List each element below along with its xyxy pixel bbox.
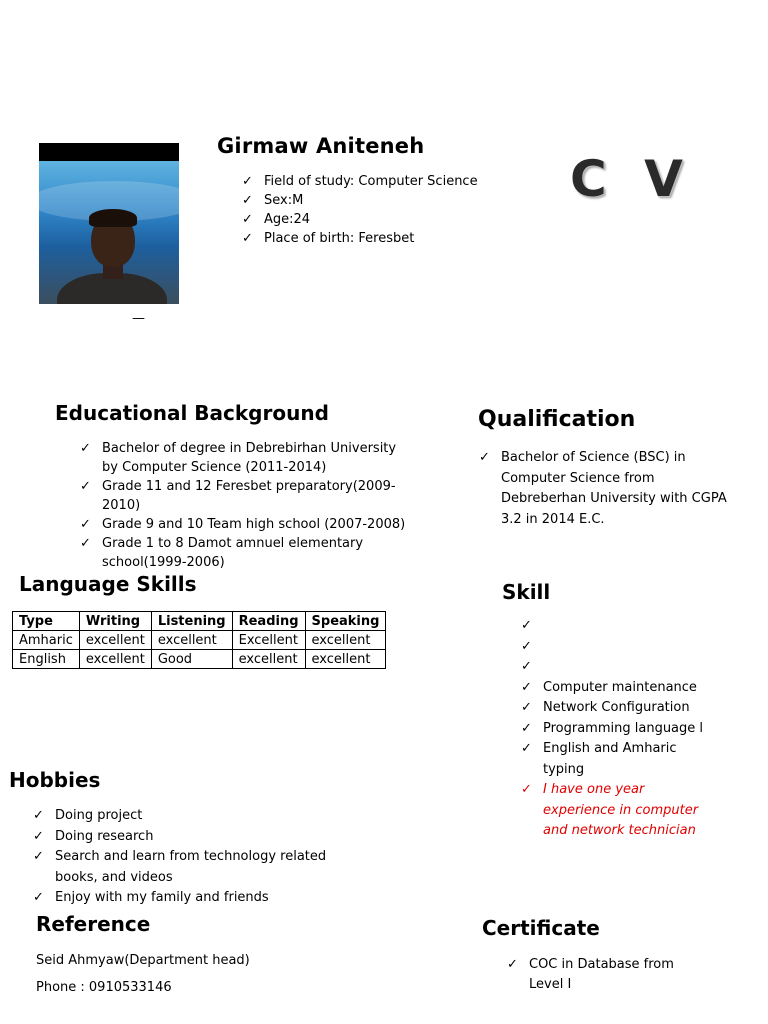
check-icon: ✓: [33, 849, 44, 864]
qualification-list: [479, 448, 729, 530]
hobbies-list: [33, 806, 363, 909]
check-icon: ✓: [521, 659, 532, 674]
skill-item: [521, 616, 711, 637]
detail-item: ✓ Field of study: Computer Science: [242, 174, 478, 189]
certificate-list: [507, 955, 682, 995]
table-cell: excellent: [79, 631, 151, 650]
skill-item: ✓ Network Configuration: [521, 698, 711, 719]
skill-item: ✓ Computer maintenance: [521, 678, 711, 699]
profile-photo: [39, 161, 179, 304]
check-icon: ✓: [521, 638, 532, 654]
photo-caption: —: [132, 311, 145, 326]
table-cell: excellent: [305, 650, 386, 669]
check-icon: ✓: [80, 479, 91, 494]
table-cell: Excellent: [232, 631, 305, 650]
education-item: ✓ Grade 11 and 12 Feresbet preparatory(2009-2010): [80, 479, 396, 513]
check-icon: ✓: [521, 618, 532, 633]
skill-item: [521, 657, 711, 678]
hobby-item: ✓ Enjoy with my family and friends: [33, 888, 363, 909]
education-list: [80, 439, 415, 572]
table-row: [13, 650, 386, 669]
table-cell: Amharic: [13, 631, 80, 650]
table-header-row: [13, 612, 386, 631]
skill-list: [521, 616, 711, 842]
hobby-item: ✓ Doing project: [33, 806, 363, 827]
table-cell: excellent: [151, 631, 232, 650]
detail-item: ✓ Place of birth: Feresbet: [242, 231, 415, 246]
qualification-item: ✓ Bachelor of Science (BSC) in Computer Science from Debreberhan University with CGPA 3.2 in 2014 E.C.: [479, 450, 727, 527]
hobby-item: ✓ Doing research: [33, 827, 363, 848]
table-cell: English: [13, 650, 80, 669]
personal-details-list: [242, 172, 502, 248]
table-cell: excellent: [305, 631, 386, 650]
table-cell: excellent: [232, 650, 305, 669]
detail-item: ✓ Age:24: [242, 212, 311, 227]
certificate-heading: Certificate: [482, 916, 600, 940]
column-header: Writing: [79, 612, 151, 631]
check-icon: ✓: [521, 741, 532, 756]
education-item: ✓ Grade 1 to 8 Damot amnuel elementary school(1999-2006): [80, 536, 364, 570]
check-icon: ✓: [521, 700, 532, 715]
column-header: Listening: [151, 612, 232, 631]
detail-item: ✓ Sex:M: [242, 193, 304, 208]
skill-item: ✓ English and Amharic typing: [521, 741, 677, 777]
skill-item: [521, 637, 711, 658]
column-header: Reading: [232, 612, 305, 631]
column-header: Type: [13, 612, 80, 631]
reference-phone: Phone : 0910533146: [36, 980, 172, 995]
table-cell: excellent: [79, 650, 151, 669]
check-icon: ✓: [242, 174, 253, 189]
table-row: [13, 631, 386, 650]
check-icon: ✓: [33, 808, 44, 823]
education-item: ✓ Grade 9 and 10 Team high school (2007-2008): [80, 517, 406, 532]
education-item: ✓ Bachelor of degree in Debrebirhan University by Computer Science (2011-2014): [80, 441, 397, 475]
cv-title: C V: [570, 150, 693, 208]
check-icon: ✓: [80, 441, 91, 456]
qualification-heading: Qualification: [478, 407, 636, 432]
check-icon: ✓: [242, 231, 253, 246]
skill-highlight-item: ✓ I have one year experience in computer and network technician: [521, 782, 699, 838]
reference-person: Seid Ahmyaw(Department head): [36, 953, 250, 968]
skill-item: ✓ Programming language l: [521, 719, 711, 740]
certificate-item: ✓ COC in Database from Level I: [507, 957, 674, 992]
check-icon: ✓: [521, 720, 532, 736]
check-icon: ✓: [33, 890, 44, 905]
check-icon: ✓: [242, 193, 253, 208]
check-icon: ✓: [33, 828, 44, 844]
check-icon: ✓: [521, 679, 532, 695]
language-table: [12, 611, 386, 669]
check-icon: ✓: [80, 536, 91, 551]
check-icon: ✓: [507, 957, 518, 972]
reference-heading: Reference: [36, 912, 151, 936]
table-cell: Good: [151, 650, 232, 669]
language-heading: Language Skills: [19, 572, 197, 596]
hobbies-heading: Hobbies: [9, 768, 101, 792]
check-icon: ✓: [242, 212, 253, 227]
check-icon: ✓: [479, 450, 490, 465]
hobby-item: ✓ Search and learn from technology related books, and videos: [33, 849, 327, 885]
column-header: Speaking: [305, 612, 386, 631]
skill-heading: Skill: [502, 580, 551, 604]
check-icon: ✓: [80, 517, 91, 532]
education-heading: Educational Background: [55, 401, 329, 425]
check-icon: ✓: [521, 782, 532, 797]
photo-top-bar: [39, 143, 179, 161]
candidate-name: Girmaw Aniteneh: [217, 134, 425, 158]
